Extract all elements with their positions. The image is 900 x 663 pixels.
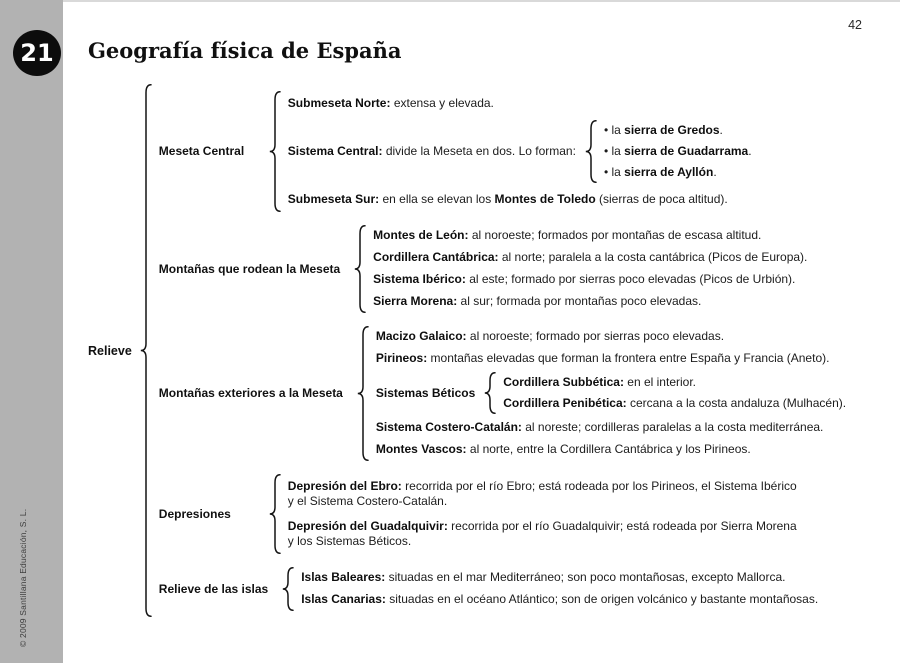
items-montanas-rodean — [373, 225, 807, 313]
node-macizo-galaico: Macizo Galaico: al noroeste; formado por sierras poco elevadas. — [375, 329, 725, 343]
node-sierra-de-guadarrama: • la sierra de Guadarrama. — [603, 143, 752, 158]
node-cordillera-penibetica: Cordillera Penibética: cercana a la costa andaluza (Mulhacén). — [503, 396, 847, 410]
node-sistema-costero-catalan: Sistema Costero-Catalán: al noreste; cordilleras paralelas a la costa mediterránea. — [375, 420, 824, 434]
brace-relieve-islas — [282, 567, 294, 611]
items-meseta-central — [288, 91, 752, 212]
node-depresion-del-guadalquivir: Depresión del Guadalquivir: recorrida por el río Guadalquivir; está rodeada por Sierra Morena y los Sistemas Béticos. — [287, 518, 797, 548]
node-sistemas-beticos: Sistemas Béticos — [375, 385, 476, 400]
node-sierra-de-gredos: • la sierra de Gredos. — [603, 122, 723, 137]
node-pirineos: Pirineos: montañas elevadas que forman la frontera entre España y Francia (Aneto). — [375, 351, 830, 365]
brace-meseta-central — [269, 91, 281, 212]
brace-depresiones — [269, 474, 281, 554]
relieve-diagram — [88, 84, 846, 617]
node-cordillera-cantabrica: Cordillera Cantábrica: al norte; paralela a la costa cantábrica (Picos de Europa). — [373, 250, 808, 264]
node-islas-baleares: Islas Baleares: situadas en el mar Mediterráneo; son poco montañosas, excepto Mallorca. — [301, 570, 786, 584]
brace-montanas-rodean — [354, 225, 366, 313]
items-montanas-exteriores — [376, 326, 846, 461]
section-montanas-rodean — [159, 225, 846, 313]
brace-sierras — [585, 120, 597, 183]
section-montanas-exteriores — [159, 326, 846, 461]
node-montes-vascos: Montes Vascos: al norte, entre la Cordillera Cantábrica y los Pirineos. — [375, 442, 751, 456]
beticos-list — [503, 372, 846, 414]
section-depresiones — [159, 474, 846, 554]
items-relieve-islas — [301, 567, 818, 611]
brace-montanas-exteriores — [357, 326, 369, 461]
node-submeseta-norte: Submeseta Norte: extensa y elevada. — [287, 95, 494, 110]
node-sistema-central-row — [288, 120, 752, 183]
root-label-relieve: Relieve — [88, 343, 132, 358]
root-brace — [140, 84, 152, 617]
section-label-meseta-central: Meseta Central — [158, 144, 245, 158]
copyright-vertical-text: © 2009 Santillana Educación, S. L. — [18, 508, 28, 647]
sections-column — [159, 84, 846, 617]
unit-number-badge: 21 — [13, 30, 61, 76]
node-cordillera-subbetica: Cordillera Subbética: en el interior. — [503, 375, 696, 389]
node-sistemas-beticos-row — [376, 372, 846, 414]
page-top-edge — [0, 0, 900, 2]
sierras-list — [604, 120, 752, 183]
node-submeseta-sur: Submeseta Sur: en ella se elevan los Montes de Toledo (sierras de poca altitud). — [287, 191, 728, 206]
page-number: 42 — [848, 18, 862, 32]
section-relieve-islas — [159, 567, 846, 611]
node-sierra-de-ayllon: • la sierra de Ayllón. — [603, 164, 717, 179]
brace-sistemas-beticos — [484, 372, 496, 414]
sidebar — [0, 0, 63, 663]
page-title: Geografía física de España — [88, 38, 402, 63]
node-sistema-iberico: Sistema Ibérico: al este; formado por sierras poco elevadas (Picos de Urbión). — [373, 272, 796, 286]
node-islas-canarias: Islas Canarias: situadas en el océano Atlántico; son de origen volcánico y bastante montañosas. — [301, 592, 819, 606]
node-montes-de-leon: Montes de León: al noroeste; formados por montañas de escasa altitud. — [373, 228, 762, 242]
section-label-montanas-rodean: Montañas que rodean la Meseta — [158, 261, 341, 276]
section-label-montanas-exteriores: Montañas exteriores a la Meseta — [158, 386, 343, 400]
node-depresion-del-ebro: Depresión del Ebro: recorrida por el río Ebro; está rodeada por los Pirineos, el Sistema Ibérico y el Sistema Costero-Catalán. — [287, 478, 797, 508]
items-depresiones — [288, 474, 797, 554]
section-meseta-central — [159, 91, 846, 212]
section-label-relieve-islas: Relieve de las islas — [158, 581, 269, 596]
section-label-depresiones: Depresiones — [158, 506, 231, 521]
node-sierra-morena: Sierra Morena: al sur; formada por montañas poco elevadas. — [373, 294, 702, 308]
node-sistema-central: Sistema Central: divide la Meseta en dos. Lo forman: — [287, 143, 576, 158]
